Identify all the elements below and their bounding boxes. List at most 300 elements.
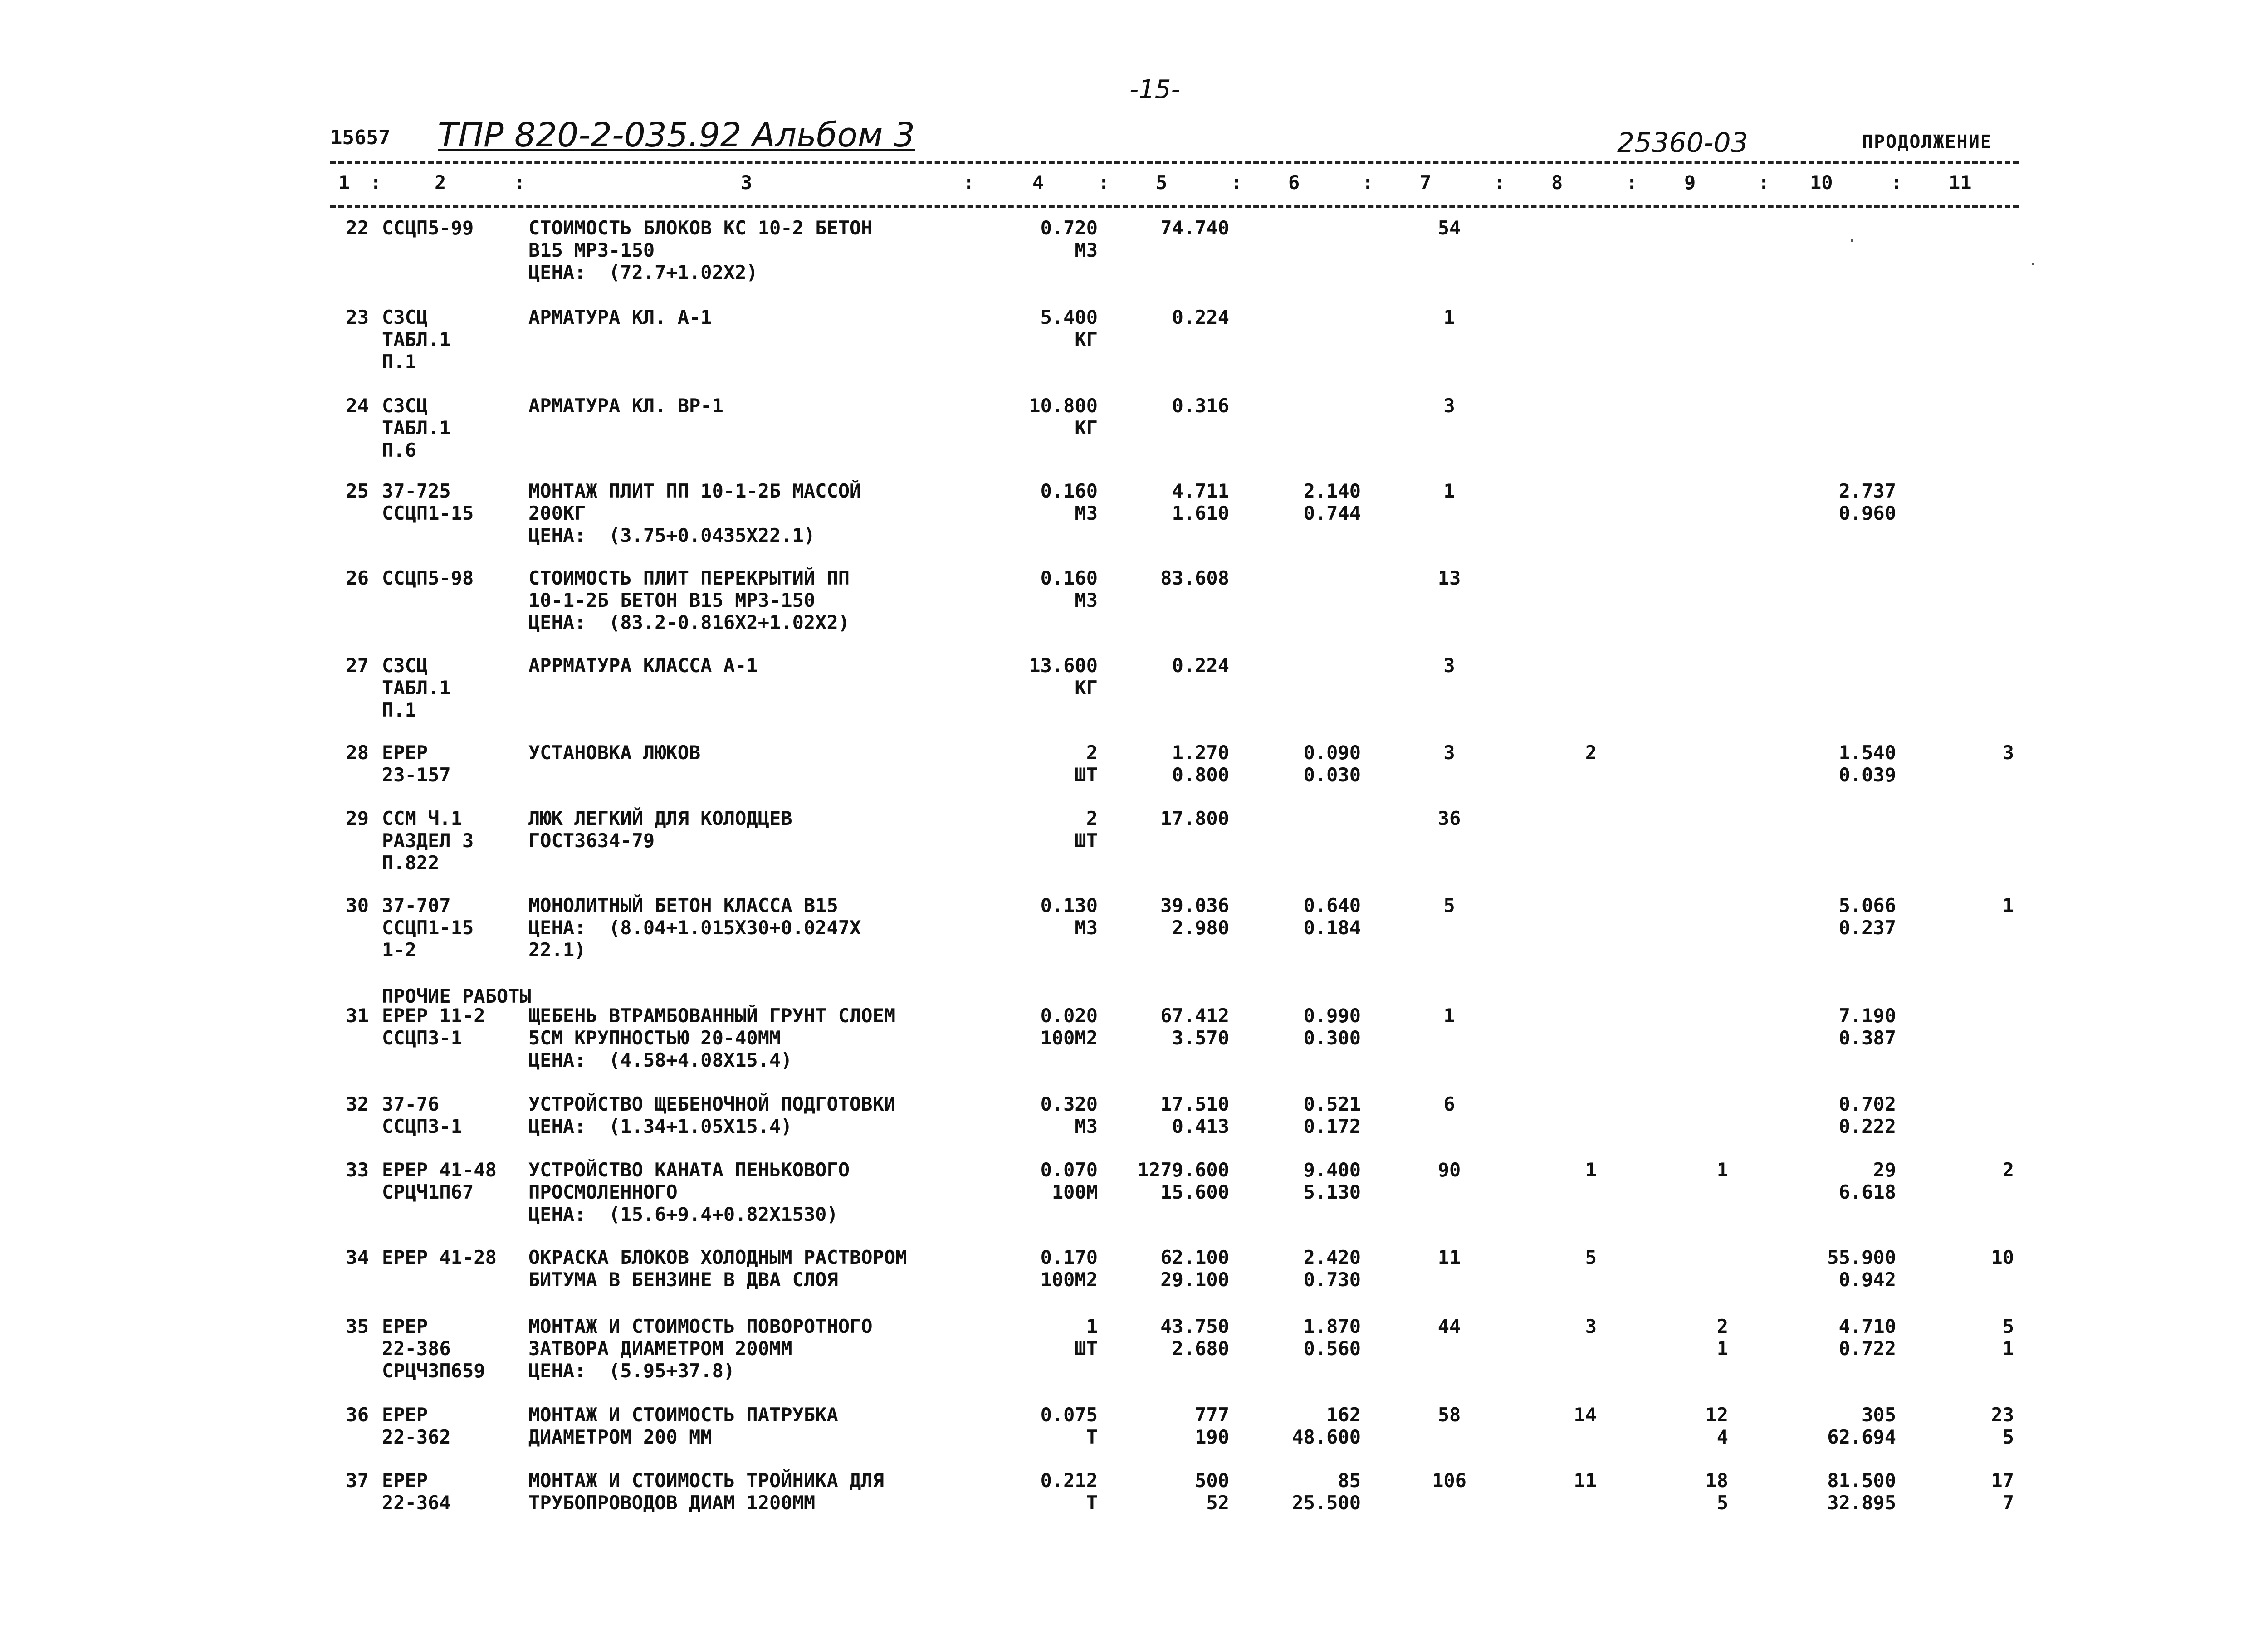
cell-code	[382, 480, 474, 524]
cell-v6	[1256, 1404, 1361, 1448]
cell-v5	[1120, 567, 1229, 589]
cell-line: 4.711	[1172, 480, 1229, 502]
cell-line: 2.420	[1303, 1246, 1361, 1268]
cell-qty	[1002, 1005, 1098, 1049]
cell-line: 3	[1443, 741, 1455, 764]
cell-line: ЦЕНА: (5.95+37.8)	[528, 1360, 735, 1382]
cell-qty	[1002, 1093, 1098, 1137]
cell-line: АРМАТУРА КЛ. ВР-1	[528, 395, 723, 417]
col-sep: :	[1098, 171, 1110, 194]
cell-v10	[1760, 1246, 1896, 1291]
cell-line: 5	[1585, 1246, 1597, 1268]
col-sep: :	[1494, 171, 1505, 194]
cell-desc	[528, 567, 850, 634]
cell-v10	[1760, 1315, 1896, 1360]
cell-line: 6.618	[1838, 1181, 1896, 1203]
col-header-7: 7	[1420, 171, 1432, 194]
col-header-1: 1	[338, 171, 350, 194]
cell-v9	[1692, 1469, 1728, 1514]
cell-line: 0.942	[1838, 1268, 1896, 1291]
cell-line: 162	[1326, 1404, 1361, 1426]
cell-line: 1	[2002, 1337, 2014, 1360]
col-sep: :	[514, 171, 526, 194]
cell-line: 0.020	[1040, 1005, 1098, 1027]
cell-qty	[1002, 306, 1098, 351]
cell-line: 1	[1443, 480, 1455, 502]
cell-v11	[1973, 1404, 2014, 1448]
cell-line: 1.870	[1303, 1315, 1361, 1337]
cell-v11	[1973, 1315, 2014, 1360]
cell-line: 0.960	[1838, 502, 1896, 524]
cell-line: СТОИМОСТЬ БЛОКОВ КС 10-2 БЕТОН	[528, 217, 873, 239]
cell-v6	[1256, 894, 1361, 939]
cell-line: 500	[1195, 1469, 1229, 1492]
cell-line: 1	[1443, 306, 1455, 328]
cell-v7	[1406, 654, 1492, 677]
cell-qty	[1002, 480, 1098, 524]
cell-line: 29	[1873, 1159, 1896, 1181]
cell-line: 18	[1705, 1469, 1728, 1492]
cell-line: ГОСТ3634-79	[528, 829, 655, 852]
cell-line: 25.500	[1292, 1492, 1361, 1514]
cell-line: 17.510	[1160, 1093, 1229, 1115]
cell-v11	[1973, 1246, 2014, 1268]
cell-v6	[1256, 1159, 1361, 1203]
cell-line: Т	[1086, 1492, 1098, 1514]
cell-line: 0.730	[1303, 1268, 1361, 1291]
cell-line: 22-364	[382, 1492, 451, 1514]
cell-line: 3	[2002, 741, 2014, 764]
cell-v5	[1120, 1404, 1229, 1448]
cell-line: 2.680	[1172, 1337, 1229, 1360]
cell-line: 0.722	[1838, 1337, 1896, 1360]
cell-qty	[1002, 395, 1098, 439]
cell-line: 17.800	[1160, 807, 1229, 829]
cell-line: 14	[1574, 1404, 1597, 1426]
cell-line: 10.800	[1029, 395, 1098, 417]
cell-code	[382, 741, 451, 786]
cell-line: 0.030	[1303, 764, 1361, 786]
cell-code	[382, 1469, 451, 1514]
cell-v7	[1406, 395, 1492, 417]
cell-line: ССЦП1-15	[382, 502, 474, 524]
cell-v7	[1406, 741, 1492, 764]
cell-num: 24	[346, 395, 369, 417]
cell-line: 0.521	[1303, 1093, 1361, 1115]
cell-line: СЗСЦ	[382, 306, 428, 328]
col-sep: :	[370, 171, 382, 194]
cell-line: 3.570	[1172, 1027, 1229, 1049]
cell-v5	[1120, 1005, 1229, 1049]
col-header-11: 11	[1949, 171, 1972, 194]
cell-line: 0.800	[1172, 764, 1229, 786]
cell-v5	[1120, 1093, 1229, 1137]
cell-line: СЗСЦ	[382, 654, 428, 677]
cell-desc	[528, 807, 792, 852]
cell-line: 2	[1585, 741, 1597, 764]
cell-line: 0.744	[1303, 502, 1361, 524]
cell-line: 85	[1338, 1469, 1361, 1492]
cell-line: ЕРЕР 41-28	[382, 1246, 497, 1268]
cell-line: 777	[1195, 1404, 1229, 1426]
cell-num: 30	[346, 894, 369, 917]
cell-line: ЕРЕР	[382, 1469, 428, 1492]
cell-code	[382, 567, 474, 589]
cell-line: ЦЕНА: (8.04+1.015Х30+0.0247Х	[528, 917, 861, 939]
cell-code	[382, 1159, 497, 1203]
cell-line: 90	[1437, 1159, 1461, 1181]
cell-v5	[1120, 807, 1229, 829]
cell-line: 5.130	[1303, 1181, 1361, 1203]
cell-line: РАЗДЕЛ 3	[382, 829, 474, 852]
cell-desc	[528, 1469, 884, 1514]
cell-line: 58	[1437, 1404, 1461, 1426]
cell-v11	[1973, 1159, 2014, 1181]
cell-line: ТРУБОПРОВОДОВ ДИАМ 1200ММ	[528, 1492, 816, 1514]
cell-num: 36	[346, 1404, 369, 1426]
cell-desc	[528, 306, 712, 328]
cell-line: 305	[1862, 1404, 1896, 1426]
cell-line: ССМ Ч.1	[382, 807, 463, 829]
cell-line: 1.610	[1172, 502, 1229, 524]
cell-line: 5	[2002, 1426, 2014, 1448]
cell-line: КГ	[1075, 677, 1098, 699]
cell-line: 100М2	[1040, 1027, 1098, 1049]
cell-v7	[1406, 807, 1492, 829]
cell-line: МОНТАЖ И СТОИМОСТЬ ПОВОРОТНОГО	[528, 1315, 873, 1337]
cell-v10	[1760, 741, 1896, 786]
cell-num: 28	[346, 741, 369, 764]
cell-line: АРМАТУРА КЛ. А-1	[528, 306, 712, 328]
cell-desc	[528, 395, 723, 417]
cell-line: 1-2	[382, 939, 416, 961]
cell-v6	[1256, 1005, 1361, 1049]
cell-line: 0.172	[1303, 1115, 1361, 1137]
cell-code	[382, 1315, 485, 1382]
cell-line: ЦЕНА: (72.7+1.02Х2)	[528, 261, 758, 283]
cell-v6	[1256, 480, 1361, 524]
cell-line: 0.560	[1303, 1337, 1361, 1360]
cell-v10	[1760, 894, 1896, 939]
cell-line: 43.750	[1160, 1315, 1229, 1337]
cell-line: 0.170	[1040, 1246, 1098, 1268]
cell-v5	[1120, 1469, 1229, 1514]
cell-line: М3	[1075, 502, 1098, 524]
cell-line: 10-1-2Б БЕТОН В15 МРЗ-150	[528, 589, 816, 611]
cell-line: ЦЕНА: (1.34+1.05Х15.4)	[528, 1115, 792, 1137]
cell-line: 3	[1585, 1315, 1597, 1337]
cell-line: УСТАНОВКА ЛЮКОВ	[528, 741, 701, 764]
cell-num: 22	[346, 217, 369, 239]
cell-v11	[1973, 1469, 2014, 1514]
cell-v7	[1406, 1404, 1492, 1426]
cell-line: М3	[1075, 1115, 1098, 1137]
cell-line: ТАБЛ.1	[382, 328, 451, 351]
cell-v5	[1120, 654, 1229, 677]
col-header-3: 3	[741, 171, 753, 194]
col-header-5: 5	[1156, 171, 1168, 194]
cell-line: П.1	[382, 699, 416, 721]
cell-v5	[1120, 1315, 1229, 1360]
cell-line: 22-386	[382, 1337, 451, 1360]
cell-line: 0.130	[1040, 894, 1098, 917]
cell-line: КГ	[1075, 328, 1098, 351]
cell-line: УСТРОЙСТВО КАНАТА ПЕНЬКОВОГО	[528, 1159, 850, 1181]
cell-qty	[1002, 1404, 1098, 1448]
cell-v6	[1256, 1093, 1361, 1137]
cell-desc	[528, 894, 861, 961]
cell-line: 15.600	[1160, 1181, 1229, 1203]
col-sep: :	[1758, 171, 1770, 194]
cell-line: ЛЮК ЛЕГКИЙ ДЛЯ КОЛОДЦЕВ	[528, 807, 792, 829]
col-sep: :	[1231, 171, 1242, 194]
cell-line: 0.990	[1303, 1005, 1361, 1027]
cell-qty	[1002, 741, 1098, 786]
cell-v5	[1120, 1246, 1229, 1291]
cell-line: ССЦП5-99	[382, 217, 474, 239]
cell-line: ДИАМЕТРОМ 200 ММ	[528, 1426, 712, 1448]
cell-line: 1	[1443, 1005, 1455, 1027]
cell-line: 3	[1443, 654, 1455, 677]
cell-line: 5	[1716, 1492, 1728, 1514]
cell-line: МОНТАЖ И СТОИМОСТЬ ТРОЙНИКА ДЛЯ	[528, 1469, 884, 1492]
cell-v7	[1406, 1159, 1492, 1181]
cell-line: Т	[1086, 1426, 1098, 1448]
cell-desc	[528, 1404, 838, 1448]
cell-line: СРЦЧ3П659	[382, 1360, 485, 1382]
cell-line: БИТУМА В БЕНЗИНЕ В ДВА СЛОЯ	[528, 1268, 838, 1291]
cell-line: В15 МРЗ-150	[528, 239, 655, 261]
cell-line: 0.184	[1303, 917, 1361, 939]
cell-qty	[1002, 217, 1098, 261]
cell-line: 3	[1443, 395, 1455, 417]
cell-num: 34	[346, 1246, 369, 1268]
cell-v9	[1692, 1159, 1728, 1181]
cell-line: 1	[1086, 1315, 1098, 1337]
cell-line: 2	[1086, 807, 1098, 829]
col-sep: :	[963, 171, 975, 194]
cell-line: 0.300	[1303, 1027, 1361, 1049]
cell-v9	[1692, 1315, 1728, 1360]
cell-line: МОНОЛИТНЫЙ БЕТОН КЛАССА В15	[528, 894, 838, 917]
cell-line: 5СМ КРУПНОСТЬЮ 20-40ММ	[528, 1027, 781, 1049]
cell-line: 13.600	[1029, 654, 1098, 677]
cell-desc	[528, 1246, 907, 1291]
cell-qty	[1002, 1469, 1098, 1514]
cell-line: ОКРАСКА БЛОКОВ ХОЛОДНЫМ РАСТВОРОМ	[528, 1246, 907, 1268]
cell-code	[382, 1404, 451, 1448]
cell-line: 0.224	[1172, 654, 1229, 677]
cell-line: 12	[1705, 1404, 1728, 1426]
cell-line: ЕРЕР	[382, 1315, 428, 1337]
cell-line: ТАБЛ.1	[382, 417, 451, 439]
cell-v5	[1120, 395, 1229, 417]
col-header-2: 2	[435, 171, 446, 194]
cell-desc	[528, 1093, 895, 1137]
cell-line: ШТ	[1075, 1337, 1098, 1360]
cell-v7	[1406, 894, 1492, 917]
cell-line: 29.100	[1160, 1268, 1229, 1291]
cell-v10	[1760, 480, 1896, 524]
cell-v6	[1256, 741, 1361, 786]
cell-line: 0.090	[1303, 741, 1361, 764]
cell-line: ЦЕНА: (3.75+0.0435Х22.1)	[528, 524, 816, 546]
cell-line: 7.190	[1838, 1005, 1896, 1027]
cell-line: 11	[1437, 1246, 1461, 1268]
cell-line: ССЦП5-98	[382, 567, 474, 589]
cell-line: 1279.600	[1137, 1159, 1229, 1181]
cell-line: 200КГ	[528, 502, 586, 524]
cell-line: 10	[1991, 1246, 2014, 1268]
cell-line: 5.066	[1838, 894, 1896, 917]
cell-line: ССЦП3-1	[382, 1115, 463, 1137]
cell-code	[382, 217, 474, 239]
cell-line: 1	[1716, 1159, 1728, 1181]
cell-qty	[1002, 654, 1098, 699]
cell-line: 0.702	[1838, 1093, 1896, 1115]
cell-line: КГ	[1075, 417, 1098, 439]
cell-line: 9.400	[1303, 1159, 1361, 1181]
cell-qty	[1002, 807, 1098, 852]
cell-v7	[1406, 306, 1492, 328]
cell-v6	[1256, 1315, 1361, 1360]
document-number: 15657	[330, 126, 391, 149]
col-header-4: 4	[1032, 171, 1044, 194]
scan-speck	[1851, 239, 1853, 242]
cell-line: 54	[1437, 217, 1461, 239]
cell-code	[382, 654, 451, 721]
cell-line: АРРМАТУРА КЛАССА А-1	[528, 654, 758, 677]
cell-v8	[1560, 1315, 1597, 1337]
cell-v11	[1973, 741, 2014, 764]
cell-line: 0.387	[1838, 1027, 1896, 1049]
cell-line: 1	[2002, 894, 2014, 917]
cell-line: 0.070	[1040, 1159, 1098, 1181]
cell-v7	[1406, 1005, 1492, 1027]
cell-line: ЦЕНА: (4.58+4.08Х15.4)	[528, 1049, 792, 1071]
cell-v7	[1406, 1093, 1492, 1115]
scan-speck	[2032, 263, 2034, 265]
cell-line: 2	[1086, 741, 1098, 764]
cell-line: ШТ	[1075, 764, 1098, 786]
cell-v5	[1120, 217, 1229, 239]
cell-num: 27	[346, 654, 369, 677]
cell-v10	[1760, 1404, 1896, 1448]
cell-line: ЦЕНА: (15.6+9.4+0.82Х1530)	[528, 1203, 838, 1225]
cell-line: 0.720	[1040, 217, 1098, 239]
cell-v10	[1760, 1093, 1896, 1137]
cell-v5	[1120, 1159, 1229, 1203]
cell-line: 67.412	[1160, 1005, 1229, 1027]
col-sep: :	[1891, 171, 1902, 194]
cell-v6	[1256, 1469, 1361, 1514]
cell-line: 62.694	[1827, 1426, 1896, 1448]
cell-line: 7	[2002, 1492, 2014, 1514]
cell-v5	[1120, 480, 1229, 524]
cell-code	[382, 894, 474, 961]
cell-code	[382, 807, 474, 874]
cell-line: 0.413	[1172, 1115, 1229, 1137]
cell-line: 55.900	[1827, 1246, 1896, 1268]
cell-num: 26	[346, 567, 369, 589]
cell-line: 5.400	[1040, 306, 1098, 328]
cell-line: 0.224	[1172, 306, 1229, 328]
cell-line: 1.270	[1172, 741, 1229, 764]
cell-line: 100М2	[1040, 1268, 1098, 1291]
cell-desc	[528, 1159, 850, 1225]
cell-line: 23	[1991, 1404, 2014, 1426]
cell-line: 0.075	[1040, 1404, 1098, 1426]
cell-line: 44	[1437, 1315, 1461, 1337]
cell-desc	[528, 1005, 895, 1071]
cell-code	[382, 1005, 485, 1049]
cell-line: 4.710	[1838, 1315, 1896, 1337]
cell-v5	[1120, 306, 1229, 328]
cell-line: 1	[1585, 1159, 1597, 1181]
cell-v6	[1256, 1246, 1361, 1291]
cell-line: П.1	[382, 351, 416, 373]
cell-code	[382, 395, 451, 461]
cell-line: 37-725	[382, 480, 451, 502]
cell-v8	[1560, 741, 1597, 764]
cell-line: П.6	[382, 439, 416, 461]
cell-line: ТАБЛ.1	[382, 677, 451, 699]
col-header-6: 6	[1288, 171, 1300, 194]
cell-line: СТОИМОСТЬ ПЛИТ ПЕРЕКРЫТИЙ ПП	[528, 567, 850, 589]
cell-v7	[1406, 1315, 1492, 1337]
column-header-row	[330, 171, 2019, 199]
album-title: ТПР 820-2-035.92 Альбом 3	[438, 116, 915, 155]
cell-line: 22-362	[382, 1426, 451, 1448]
cell-line: 37-707	[382, 894, 451, 917]
cell-v7	[1406, 480, 1492, 502]
cell-v8	[1560, 1246, 1597, 1268]
cell-num: 33	[346, 1159, 369, 1181]
cell-line: М3	[1075, 589, 1098, 611]
cell-line: 74.740	[1160, 217, 1229, 239]
header-bottom-rule	[330, 205, 2019, 208]
cell-line: 1	[1716, 1337, 1728, 1360]
cell-desc	[528, 741, 700, 764]
cell-line: 5	[2002, 1315, 2014, 1337]
page-number: -15-	[1129, 75, 1180, 104]
cell-desc	[528, 480, 861, 546]
cell-line: 2.737	[1838, 480, 1896, 502]
cell-line: 2.980	[1172, 917, 1229, 939]
cell-line: 0.222	[1838, 1115, 1896, 1137]
cell-line: 13	[1437, 567, 1461, 589]
cell-qty	[1002, 567, 1098, 611]
cell-line: 23-157	[382, 764, 451, 786]
cell-line: 106	[1432, 1469, 1466, 1492]
cell-qty	[1002, 1246, 1098, 1291]
cell-line: ЦЕНА: (83.2-0.816Х2+1.02Х2)	[528, 611, 850, 634]
cell-line: ЕРЕР 11-2	[382, 1005, 485, 1027]
cell-line: ЕРЕР 41-48	[382, 1159, 497, 1181]
cell-v7	[1406, 1469, 1492, 1492]
cell-line: 36	[1437, 807, 1461, 829]
cell-v10	[1760, 1159, 1896, 1203]
cell-line: 0.212	[1040, 1469, 1098, 1492]
cell-line: ЕРЕР	[382, 1404, 428, 1426]
header-top-rule	[330, 161, 2019, 164]
cell-line: УСТРОЙСТВО ЩЕБЕНОЧНОЙ ПОДГОТОВКИ	[528, 1093, 896, 1115]
cell-line: 48.600	[1292, 1426, 1361, 1448]
cell-line: 0.160	[1040, 567, 1098, 589]
cell-line: М3	[1075, 917, 1098, 939]
cell-v10	[1760, 1005, 1896, 1049]
cell-line: 0.039	[1838, 764, 1896, 786]
